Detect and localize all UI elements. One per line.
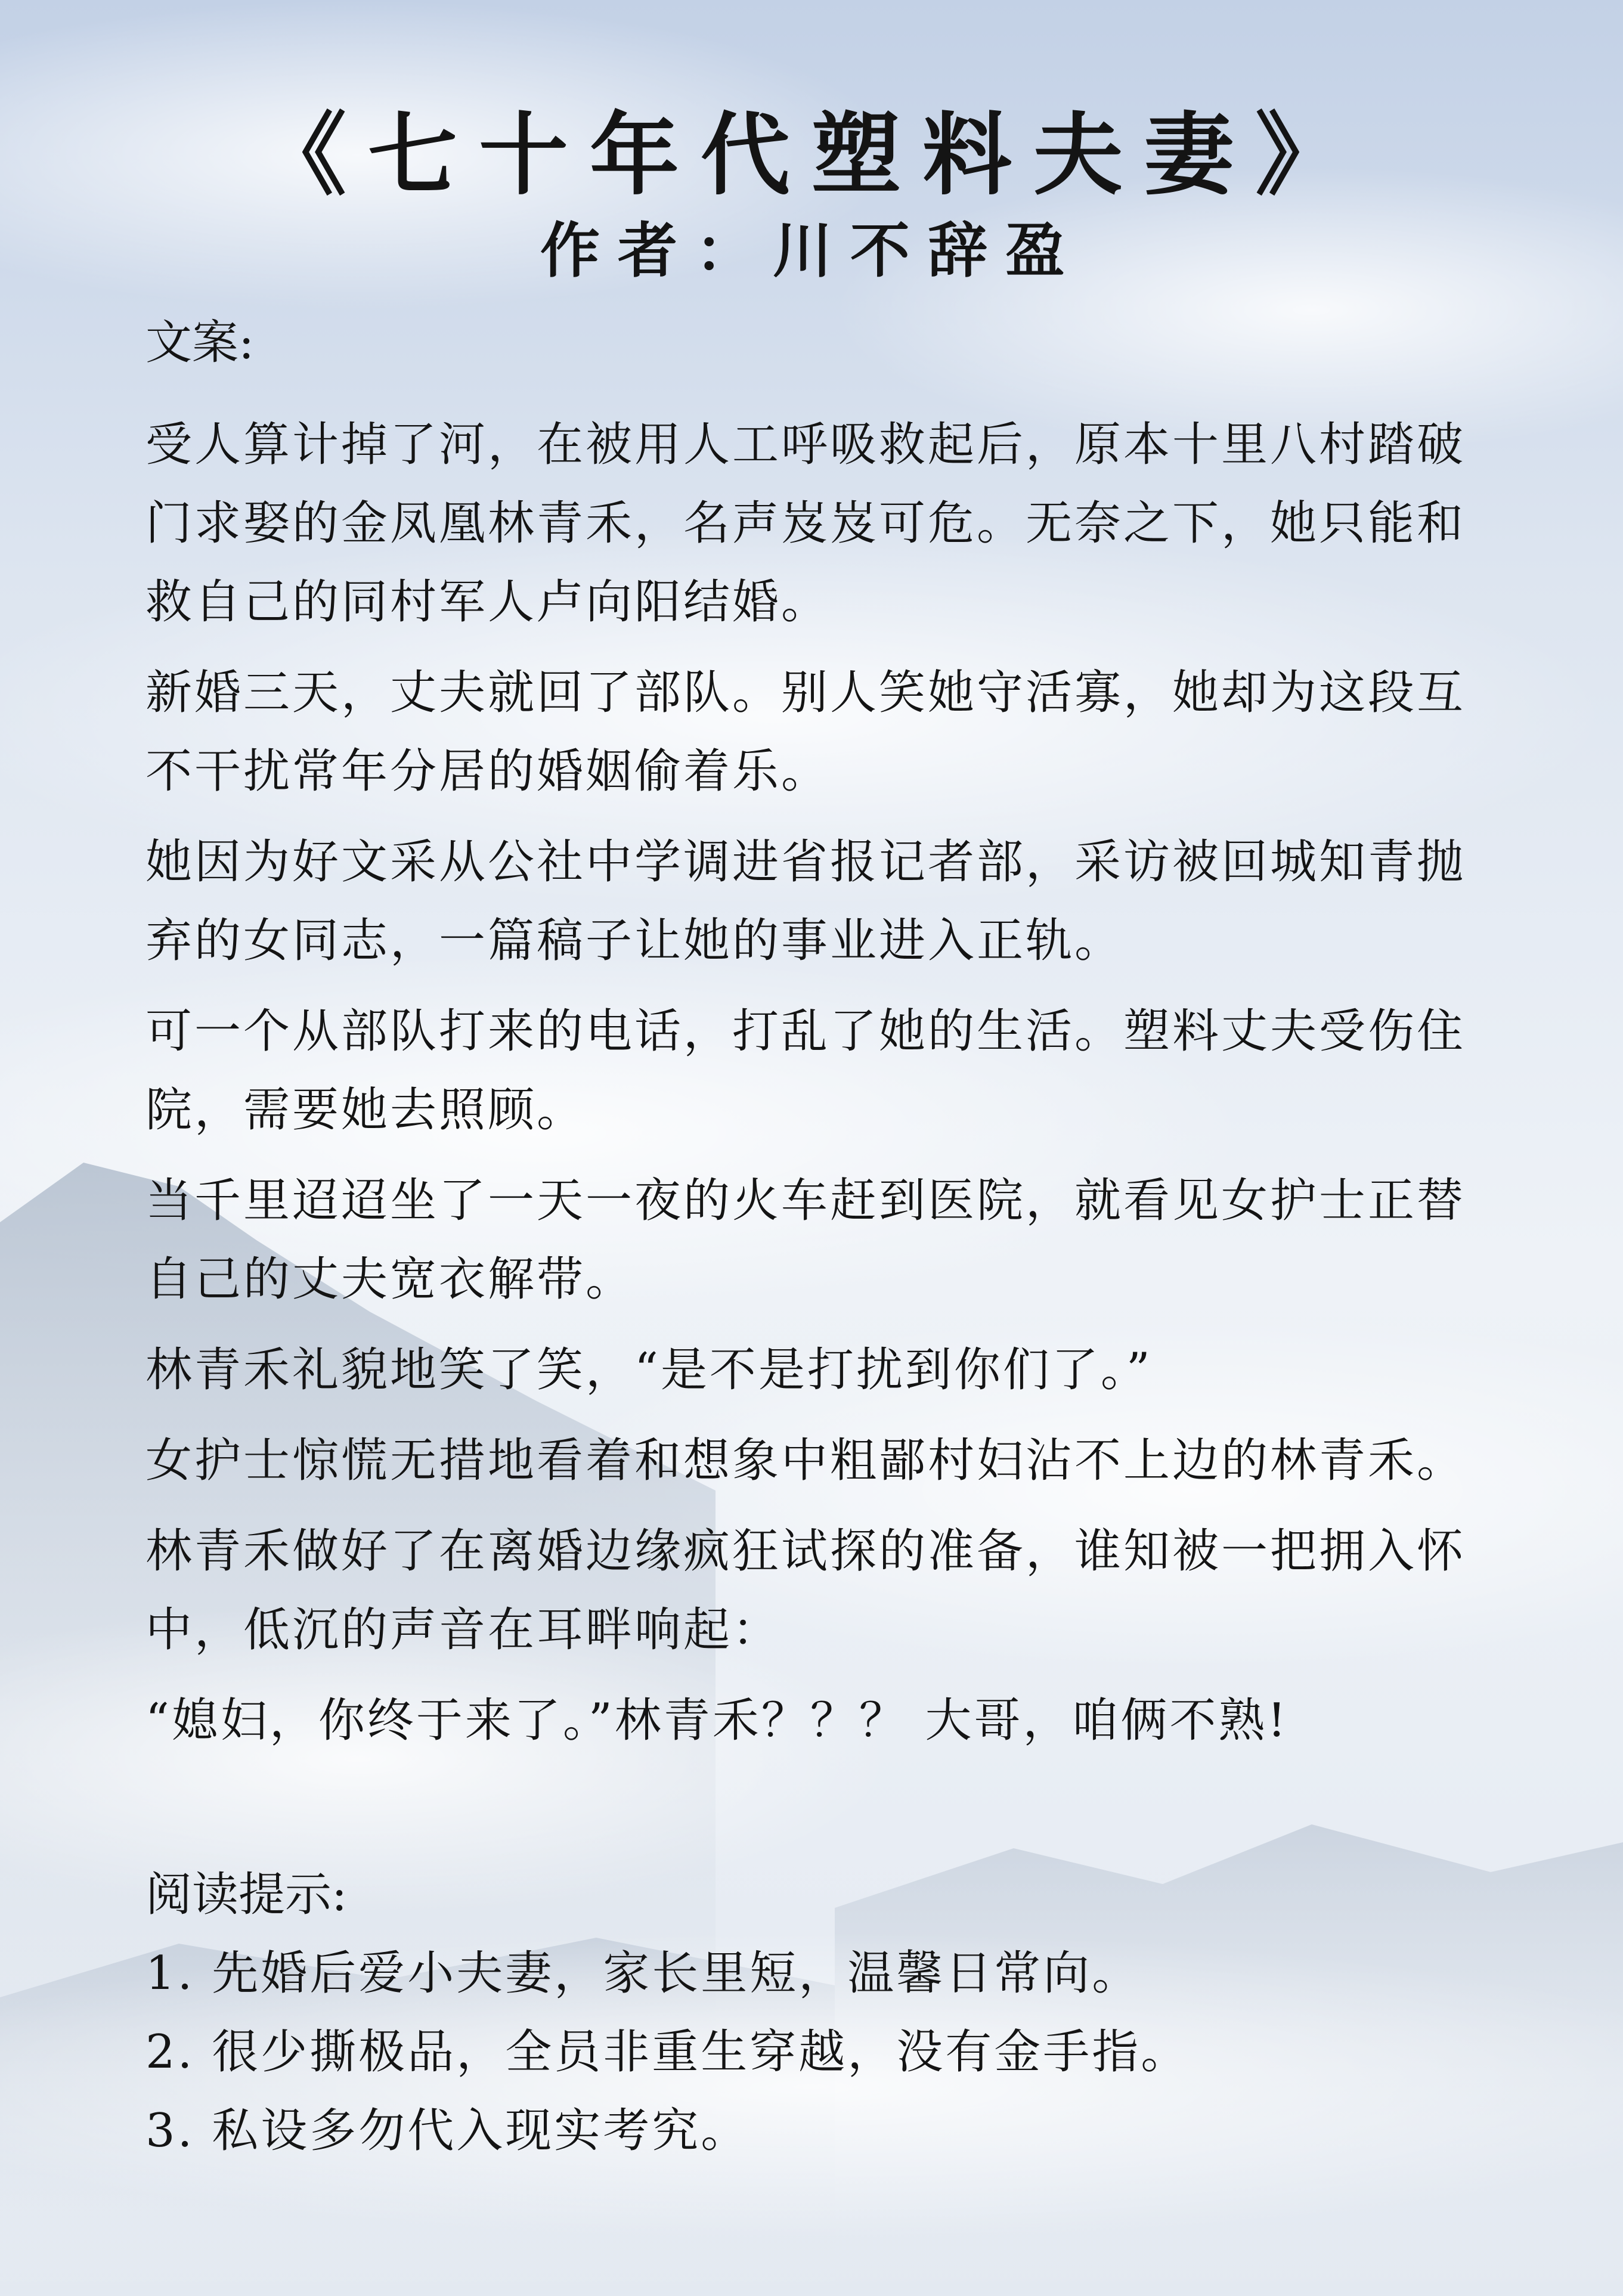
synopsis-paragraph: 女护士惊慌无措地看着和想象中粗鄙村妇沾不上边的林青禾。 <box>145 1434 1466 1488</box>
reading-tips-label: 阅读提示: <box>145 1868 348 1922</box>
synopsis-paragraph: “媳妇，你终于来了。”林青禾？？？ 大哥，咱俩不熟! <box>145 1694 1289 1747</box>
synopsis-paragraph: 她因为好文采从公社中学调进省报记者部，采访被回城知青抛弃的女同志，一篇稿子让她的事业进入正轨。 <box>145 835 1466 968</box>
synopsis-paragraph: 新婚三天，丈夫就回了部队。别人笑她守活寡，她却为这段互不干扰常年分居的婚姻偷着乐。 <box>145 666 1466 798</box>
synopsis-body <box>145 310 1493 2170</box>
synopsis-paragraph: 可一个从部队打来的电话，打乱了她的生活。塑料丈夫受伤住院，需要她去照顾。 <box>145 1005 1466 1137</box>
author-line: 作者：川不辞盈 <box>540 215 1083 286</box>
reading-tip-item: 2. 很少撕极品，全员非重生穿越，没有金手指。 <box>145 2025 1190 2079</box>
synopsis-paragraph: 受人算计掉了河，在被用人工呼吸救起后，原本十里八村踏破门求娶的金凤凰林青禾，名声岌岌可危。无奈之下，她只能和救自己的同村军人卢向阳结婚。 <box>145 418 1466 629</box>
synopsis-paragraph: 林青禾礼貌地笑了笑，“是不是打扰到你们了。” <box>145 1343 1153 1397</box>
synopsis-paragraph: 林青禾做好了在离婚边缘疯狂试探的准备，谁知被一把拥入怀中，低沉的声音在耳畔响起： <box>145 1525 1466 1657</box>
section-spacer <box>145 1772 1493 1855</box>
synopsis-label: 文案: <box>145 316 255 370</box>
reading-tip-item: 3. 私设多勿代入现实考究。 <box>145 2104 750 2158</box>
synopsis-paragraph: 当千里迢迢坐了一天一夜的火车赶到医院，就看见女护士正替自己的丈夫宽衣解带。 <box>145 1174 1466 1306</box>
book-title: 《七十年代塑料夫妻》 <box>256 103 1366 207</box>
reading-tip-item: 1. 先婚后爱小夫妻，家长里短，温馨日常向。 <box>145 1947 1141 2000</box>
